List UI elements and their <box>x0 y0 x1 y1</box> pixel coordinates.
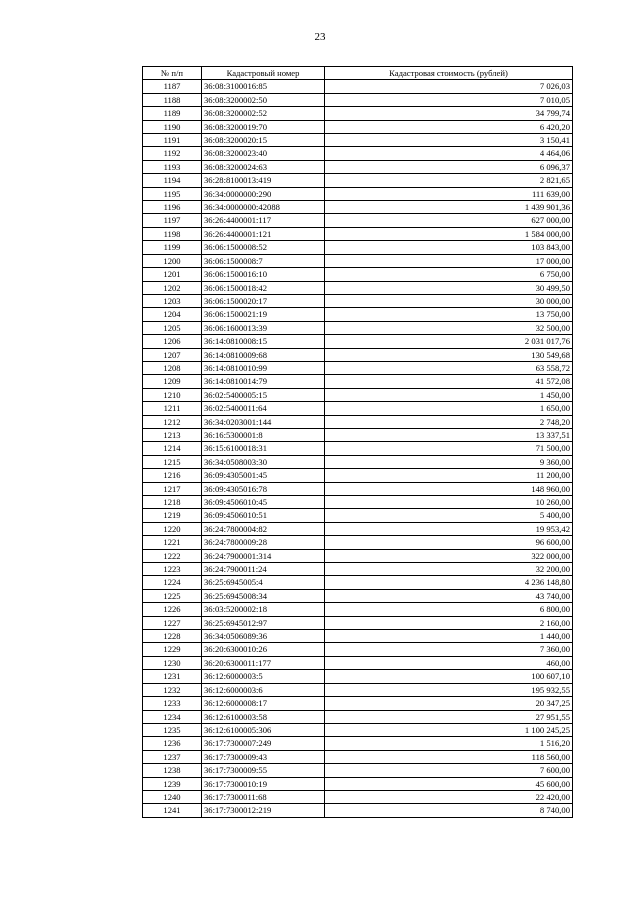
table-row <box>143 227 573 240</box>
cadastral-number-cell: 36:08:3200002:52 <box>202 107 325 120</box>
row-number-cell: 1191 <box>143 134 202 147</box>
row-number-cell: 1212 <box>143 415 202 428</box>
cadastral-number-cell: 36:34:0203001:144 <box>202 415 325 428</box>
cadastral-number-cell: 36:12:6000003:6 <box>202 683 325 696</box>
cadastral-number-cell: 36:08:3200020:15 <box>202 134 325 147</box>
cadastral-value-cell: 1 439 901,36 <box>325 201 573 214</box>
row-number-cell: 1232 <box>143 683 202 696</box>
cadastral-number-cell: 36:14:0810010:99 <box>202 361 325 374</box>
cadastral-number-cell: 36:06:1500016:10 <box>202 268 325 281</box>
table-row <box>143 710 573 723</box>
cadastral-value-cell: 17 000,00 <box>325 254 573 267</box>
row-number-cell: 1223 <box>143 563 202 576</box>
table-row <box>143 134 573 147</box>
table-row <box>143 603 573 616</box>
table-row <box>143 93 573 106</box>
header-cadastral-number: Кадастровый номер <box>202 67 325 80</box>
cadastral-number-cell: 36:24:7900011:24 <box>202 563 325 576</box>
row-number-cell: 1235 <box>143 723 202 736</box>
row-number-cell: 1204 <box>143 308 202 321</box>
cadastral-number-cell: 36:06:1500008:7 <box>202 254 325 267</box>
table-row <box>143 415 573 428</box>
cadastral-number-cell: 36:09:4305001:45 <box>202 469 325 482</box>
table-row <box>143 496 573 509</box>
row-number-cell: 1236 <box>143 737 202 750</box>
table-row <box>143 308 573 321</box>
cadastral-value-cell: 13 337,51 <box>325 428 573 441</box>
cadastral-number-cell: 36:08:3200023:40 <box>202 147 325 160</box>
cadastral-number-cell: 36:12:6100005:306 <box>202 723 325 736</box>
table-row <box>143 643 573 656</box>
table-row <box>143 536 573 549</box>
cadastral-value-cell: 1 516,20 <box>325 737 573 750</box>
cadastral-value-cell: 43 740,00 <box>325 589 573 602</box>
cadastral-value-cell: 32 500,00 <box>325 321 573 334</box>
cadastral-value-cell: 71 500,00 <box>325 442 573 455</box>
row-number-cell: 1233 <box>143 697 202 710</box>
table-row <box>143 107 573 120</box>
cadastral-value-cell: 8 740,00 <box>325 804 573 817</box>
cadastral-number-cell: 36:08:3200019:70 <box>202 120 325 133</box>
cadastral-value-cell: 2 821,65 <box>325 174 573 187</box>
cadastral-value-cell: 6 420,20 <box>325 120 573 133</box>
row-number-cell: 1224 <box>143 576 202 589</box>
cadastral-value-table <box>142 66 573 818</box>
cadastral-number-cell: 36:02:5400011:64 <box>202 402 325 415</box>
row-number-cell: 1228 <box>143 630 202 643</box>
cadastral-number-cell: 36:16:5300001:8 <box>202 428 325 441</box>
cadastral-number-cell: 36:25:6945012:97 <box>202 616 325 629</box>
table-row <box>143 455 573 468</box>
cadastral-number-cell: 36:09:4305016:78 <box>202 482 325 495</box>
row-number-cell: 1207 <box>143 348 202 361</box>
row-number-cell: 1201 <box>143 268 202 281</box>
table-row <box>143 402 573 415</box>
table-row <box>143 790 573 803</box>
cadastral-number-cell: 36:25:6945005:4 <box>202 576 325 589</box>
row-number-cell: 1211 <box>143 402 202 415</box>
cadastral-value-cell: 148 960,00 <box>325 482 573 495</box>
table-row <box>143 589 573 602</box>
cadastral-value-cell: 1 450,00 <box>325 388 573 401</box>
cadastral-value-cell: 2 031 017,76 <box>325 335 573 348</box>
cadastral-number-cell: 36:17:7300007:249 <box>202 737 325 750</box>
cadastral-number-cell: 36:34:0508003:30 <box>202 455 325 468</box>
row-number-cell: 1188 <box>143 93 202 106</box>
cadastral-value-cell: 100 607,10 <box>325 670 573 683</box>
cadastral-value-cell: 30 000,00 <box>325 294 573 307</box>
cadastral-value-cell: 103 843,00 <box>325 241 573 254</box>
table-row <box>143 281 573 294</box>
cadastral-number-cell: 36:17:7300009:55 <box>202 764 325 777</box>
row-number-cell: 1193 <box>143 160 202 173</box>
table-row <box>143 254 573 267</box>
cadastral-value-cell: 11 200,00 <box>325 469 573 482</box>
row-number-cell: 1225 <box>143 589 202 602</box>
cadastral-number-cell: 36:24:7900001:314 <box>202 549 325 562</box>
cadastral-number-cell: 36:20:6300011:177 <box>202 656 325 669</box>
cadastral-number-cell: 36:34:0000000:290 <box>202 187 325 200</box>
row-number-cell: 1222 <box>143 549 202 562</box>
table-row <box>143 563 573 576</box>
cadastral-number-cell: 36:09:4506010:51 <box>202 509 325 522</box>
cadastral-value-cell: 41 572,08 <box>325 375 573 388</box>
header-row-number: № п/п <box>143 67 202 80</box>
row-number-cell: 1214 <box>143 442 202 455</box>
cadastral-value-cell: 63 558,72 <box>325 361 573 374</box>
page-number: 23 <box>314 31 326 43</box>
table-row <box>143 549 573 562</box>
table-row <box>143 670 573 683</box>
table-row <box>143 656 573 669</box>
cadastral-number-cell: 36:14:0810014:79 <box>202 375 325 388</box>
table-row <box>143 509 573 522</box>
table-row <box>143 388 573 401</box>
row-number-cell: 1187 <box>143 80 202 93</box>
cadastral-number-cell: 36:06:1600013:39 <box>202 321 325 334</box>
cadastral-number-cell: 36:24:7800004:82 <box>202 522 325 535</box>
cadastral-number-cell: 36:06:1500020:17 <box>202 294 325 307</box>
table-row <box>143 174 573 187</box>
cadastral-number-cell: 36:17:7300009:43 <box>202 750 325 763</box>
cadastral-value-cell: 111 639,00 <box>325 187 573 200</box>
row-number-cell: 1237 <box>143 750 202 763</box>
cadastral-number-cell: 36:06:1500021:19 <box>202 308 325 321</box>
cadastral-value-cell: 322 000,00 <box>325 549 573 562</box>
cadastral-number-cell: 36:09:4506010:45 <box>202 496 325 509</box>
table-row <box>143 777 573 790</box>
cadastral-number-cell: 36:17:7300012:219 <box>202 804 325 817</box>
cadastral-value-cell: 20 347,25 <box>325 697 573 710</box>
cadastral-number-cell: 36:03:5200002:18 <box>202 603 325 616</box>
cadastral-value-cell: 1 100 245,25 <box>325 723 573 736</box>
row-number-cell: 1215 <box>143 455 202 468</box>
row-number-cell: 1218 <box>143 496 202 509</box>
row-number-cell: 1216 <box>143 469 202 482</box>
cadastral-number-cell: 36:34:0506089:36 <box>202 630 325 643</box>
table-row <box>143 120 573 133</box>
row-number-cell: 1241 <box>143 804 202 817</box>
table-row <box>143 428 573 441</box>
cadastral-number-cell: 36:25:6945008:34 <box>202 589 325 602</box>
table-row <box>143 683 573 696</box>
cadastral-value-cell: 5 400,00 <box>325 509 573 522</box>
cadastral-value-cell: 7 360,00 <box>325 643 573 656</box>
table-row <box>143 522 573 535</box>
cadastral-number-cell: 36:17:7300011:68 <box>202 790 325 803</box>
row-number-cell: 1219 <box>143 509 202 522</box>
cadastral-value-cell: 6 750,00 <box>325 268 573 281</box>
cadastral-value-cell: 627 000,00 <box>325 214 573 227</box>
cadastral-value-cell: 27 951,55 <box>325 710 573 723</box>
cadastral-value-cell: 19 953,42 <box>325 522 573 535</box>
row-number-cell: 1227 <box>143 616 202 629</box>
cadastral-value-cell: 1 584 000,00 <box>325 227 573 240</box>
cadastral-number-cell: 36:14:0810008:15 <box>202 335 325 348</box>
cadastral-value-cell: 7 026,03 <box>325 80 573 93</box>
cadastral-value-cell: 2 748,20 <box>325 415 573 428</box>
cadastral-number-cell: 36:12:6000003:5 <box>202 670 325 683</box>
cadastral-number-cell: 36:12:6000008:17 <box>202 697 325 710</box>
row-number-cell: 1238 <box>143 764 202 777</box>
cadastral-value-cell: 13 750,00 <box>325 308 573 321</box>
table-row <box>143 616 573 629</box>
cadastral-number-cell: 36:24:7800009:28 <box>202 536 325 549</box>
cadastral-number-cell: 36:08:3200024:63 <box>202 160 325 173</box>
table-row <box>143 737 573 750</box>
row-number-cell: 1234 <box>143 710 202 723</box>
cadastral-number-cell: 36:12:6100003:58 <box>202 710 325 723</box>
row-number-cell: 1239 <box>143 777 202 790</box>
cadastral-value-cell: 22 420,00 <box>325 790 573 803</box>
cadastral-value-cell: 6 096,37 <box>325 160 573 173</box>
cadastral-number-cell: 36:26:4400001:121 <box>202 227 325 240</box>
table-row <box>143 321 573 334</box>
cadastral-number-cell: 36:34:0000000:42088 <box>202 201 325 214</box>
cadastral-number-cell: 36:06:1500018:42 <box>202 281 325 294</box>
cadastral-number-cell: 36:08:3200002:50 <box>202 93 325 106</box>
cadastral-value-cell: 1 650,00 <box>325 402 573 415</box>
cadastral-value-cell: 9 360,00 <box>325 455 573 468</box>
table-row <box>143 697 573 710</box>
cadastral-value-cell: 2 160,00 <box>325 616 573 629</box>
row-number-cell: 1197 <box>143 214 202 227</box>
row-number-cell: 1196 <box>143 201 202 214</box>
row-number-cell: 1208 <box>143 361 202 374</box>
row-number-cell: 1226 <box>143 603 202 616</box>
table-row <box>143 214 573 227</box>
row-number-cell: 1229 <box>143 643 202 656</box>
cadastral-number-cell: 36:15:6100018:31 <box>202 442 325 455</box>
row-number-cell: 1206 <box>143 335 202 348</box>
cadastral-value-cell: 195 932,55 <box>325 683 573 696</box>
cadastral-value-cell: 45 600,00 <box>325 777 573 790</box>
row-number-cell: 1194 <box>143 174 202 187</box>
cadastral-value-cell: 30 499,50 <box>325 281 573 294</box>
cadastral-value-cell: 6 800,00 <box>325 603 573 616</box>
table-row <box>143 630 573 643</box>
cadastral-number-cell: 36:17:7300010:19 <box>202 777 325 790</box>
table-row <box>143 442 573 455</box>
row-number-cell: 1213 <box>143 428 202 441</box>
row-number-cell: 1189 <box>143 107 202 120</box>
table-header-row <box>143 67 573 80</box>
table-row <box>143 375 573 388</box>
cadastral-value-cell: 1 440,00 <box>325 630 573 643</box>
table-row <box>143 268 573 281</box>
table-row <box>143 482 573 495</box>
cadastral-value-cell: 118 560,00 <box>325 750 573 763</box>
table-row <box>143 576 573 589</box>
cadastral-value-cell: 32 200,00 <box>325 563 573 576</box>
table-row <box>143 804 573 817</box>
row-number-cell: 1199 <box>143 241 202 254</box>
cadastral-value-cell: 7 010,05 <box>325 93 573 106</box>
cadastral-value-cell: 3 150,41 <box>325 134 573 147</box>
row-number-cell: 1209 <box>143 375 202 388</box>
table-row <box>143 335 573 348</box>
row-number-cell: 1203 <box>143 294 202 307</box>
table-row <box>143 294 573 307</box>
cadastral-number-cell: 36:02:5400005:15 <box>202 388 325 401</box>
row-number-cell: 1217 <box>143 482 202 495</box>
row-number-cell: 1205 <box>143 321 202 334</box>
row-number-cell: 1231 <box>143 670 202 683</box>
row-number-cell: 1230 <box>143 656 202 669</box>
cadastral-number-cell: 36:26:4400001:117 <box>202 214 325 227</box>
row-number-cell: 1192 <box>143 147 202 160</box>
cadastral-value-cell: 7 600,00 <box>325 764 573 777</box>
cadastral-value-cell: 10 260,00 <box>325 496 573 509</box>
row-number-cell: 1198 <box>143 227 202 240</box>
cadastral-value-cell: 4 464,06 <box>325 147 573 160</box>
cadastral-number-cell: 36:14:0810009:68 <box>202 348 325 361</box>
row-number-cell: 1195 <box>143 187 202 200</box>
table-body <box>143 80 573 817</box>
table-row <box>143 201 573 214</box>
table-row <box>143 160 573 173</box>
cadastral-value-cell: 96 600,00 <box>325 536 573 549</box>
table-row <box>143 241 573 254</box>
header-cadastral-value: Кадастровая стоимость (рублей) <box>325 67 573 80</box>
table-row <box>143 469 573 482</box>
table-row <box>143 147 573 160</box>
row-number-cell: 1200 <box>143 254 202 267</box>
table-row <box>143 187 573 200</box>
row-number-cell: 1221 <box>143 536 202 549</box>
row-number-cell: 1190 <box>143 120 202 133</box>
table-row <box>143 764 573 777</box>
row-number-cell: 1240 <box>143 790 202 803</box>
table-row <box>143 750 573 763</box>
cadastral-value-cell: 34 799,74 <box>325 107 573 120</box>
row-number-cell: 1220 <box>143 522 202 535</box>
cadastral-value-cell: 460,00 <box>325 656 573 669</box>
table-row <box>143 723 573 736</box>
cadastral-number-cell: 36:06:1500008:52 <box>202 241 325 254</box>
cadastral-value-cell: 130 549,68 <box>325 348 573 361</box>
cadastral-number-cell: 36:20:6300010:26 <box>202 643 325 656</box>
table-row <box>143 361 573 374</box>
cadastral-value-cell: 4 236 148,80 <box>325 576 573 589</box>
table-row <box>143 80 573 93</box>
cadastral-number-cell: 36:08:3100016:85 <box>202 80 325 93</box>
row-number-cell: 1210 <box>143 388 202 401</box>
table-row <box>143 348 573 361</box>
row-number-cell: 1202 <box>143 281 202 294</box>
cadastral-number-cell: 36:28:8100013:419 <box>202 174 325 187</box>
